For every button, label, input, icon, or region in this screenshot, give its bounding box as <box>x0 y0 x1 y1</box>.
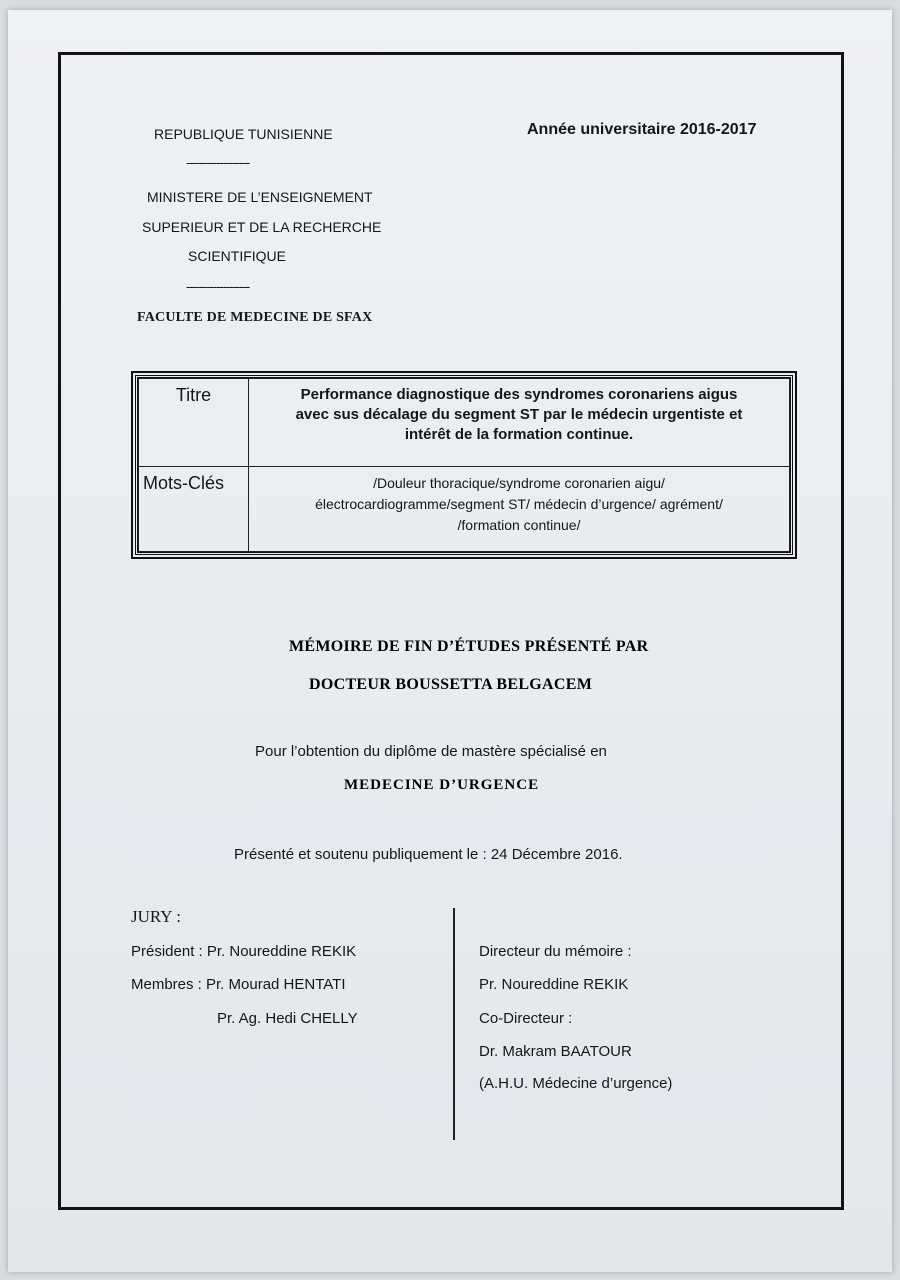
ministry-line-3: SCIENTIFIQUE <box>188 248 287 264</box>
header-separator-2: ------------------- <box>186 279 250 294</box>
jury-president: Président : Pr. Noureddine REKIK <box>131 943 357 960</box>
country-name: REPUBLIQUE TUNISIENNE <box>154 126 333 142</box>
jury-heading: JURY : <box>131 907 181 926</box>
keywords-label: Mots-Clés <box>139 467 249 552</box>
title-keywords-box <box>135 375 793 555</box>
defense-date: Présenté et soutenu publiquement le : 24 Décembre 2016. <box>234 846 623 863</box>
faculty-name: FACULTE DE MEDECINE DE SFAX <box>137 310 373 325</box>
ministry-line-1: MINISTERE DE L’ENSEIGNEMENT <box>147 189 373 205</box>
author-name: DOCTEUR BOUSSETTA BELGACEM <box>309 676 593 693</box>
specialty-name: MEDECINE D’URGENCE <box>344 777 540 793</box>
jury-member-1: Membres : Pr. Mourad HENTATI <box>131 976 346 993</box>
title-keywords-table <box>138 378 790 552</box>
memoire-heading: MÉMOIRE DE FIN D’ÉTUDES PRÉSENTÉ PAR <box>289 638 649 655</box>
codirector-label: Co-Directeur : <box>479 1010 573 1027</box>
keywords-row <box>139 467 790 552</box>
codirector-name: Dr. Makram BAATOUR <box>479 1043 632 1060</box>
ministry-line-2: SUPERIEUR ET DE LA RECHERCHE <box>142 219 382 235</box>
codirector-title: (A.H.U. Médecine d’urgence) <box>479 1075 673 1092</box>
jury-divider <box>453 908 455 1140</box>
jury-member-2: Pr. Ag. Hedi CHELLY <box>217 1010 358 1027</box>
thesis-title: Performance diagnostique des syndromes coronariens aigus avec sus décalage du segment ST par le médecin urgentiste et intérêt de la formation continue. <box>249 379 790 467</box>
director-name: Pr. Noureddine REKIK <box>479 976 629 993</box>
academic-year: Année universitaire 2016-2017 <box>527 121 757 138</box>
keywords-list: /Douleur thoracique/syndrome coronarien aigu/ électrocardiogramme/segment ST/ médecin d’urgence/ agrément/ /formation continue/ <box>249 467 790 552</box>
title-row <box>139 379 790 467</box>
title-label: Titre <box>139 379 249 467</box>
header-separator-1: ------------------- <box>186 155 250 170</box>
diploma-statement: Pour l’obtention du diplôme de mastère spécialisé en <box>255 743 607 760</box>
director-label: Directeur du mémoire : <box>479 943 632 960</box>
